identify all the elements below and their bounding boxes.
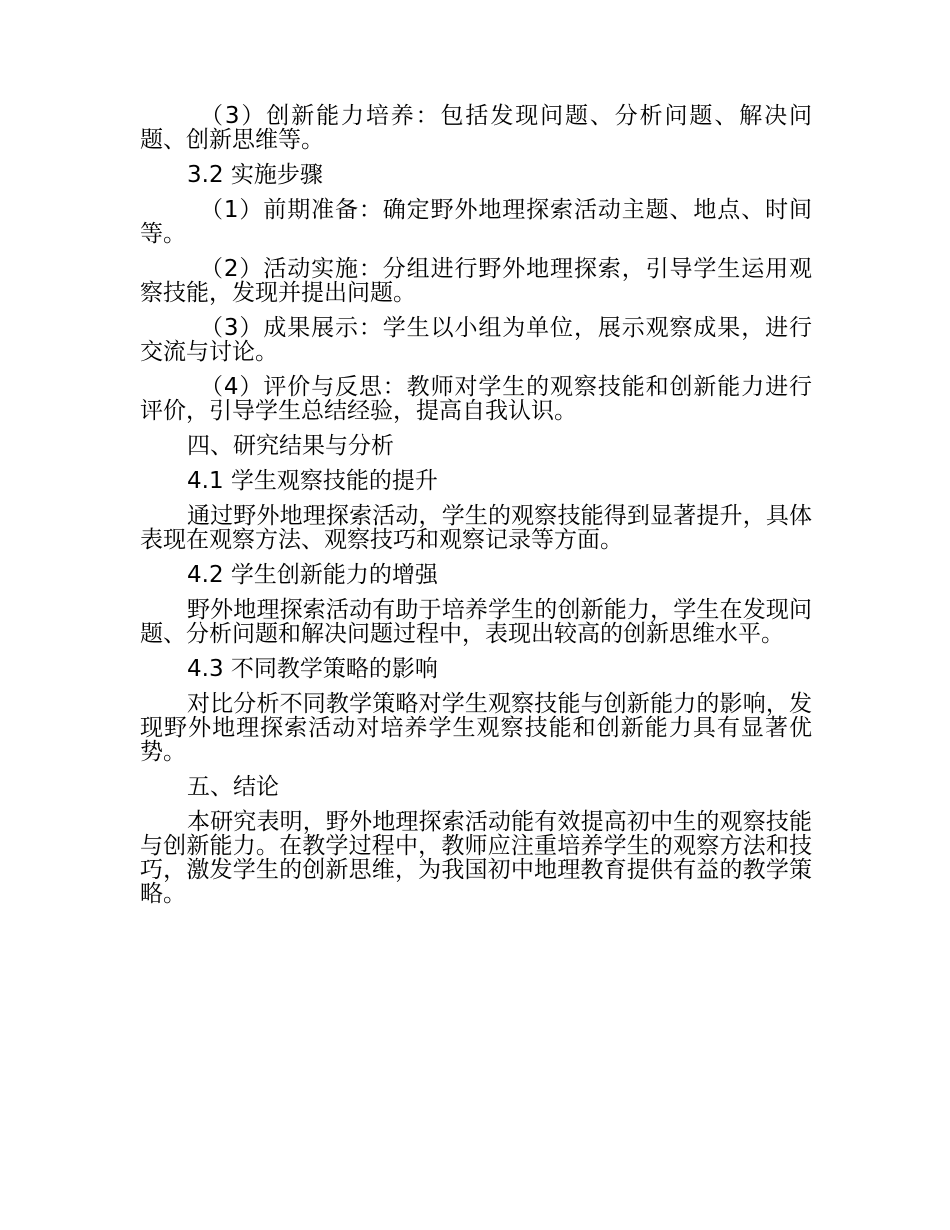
paragraph-innovation-ability: （3）创新能力培养：包括发现问题、分析问题、解决问题、创新思维等。 xyxy=(140,103,812,153)
heading-conclusion: 五、结论 xyxy=(187,774,279,800)
heading-implementation-steps: 3.2 实施步骤 xyxy=(187,162,323,188)
heading-observation-improvement: 4.1 学生观察技能的提升 xyxy=(187,468,438,494)
heading-results-analysis: 四、研究结果与分析 xyxy=(187,433,394,459)
paragraph-activity-implementation: （2）活动实施：分组进行野外地理探索，引导学生运用观察技能，发现并提出问题。 xyxy=(140,256,812,306)
paragraph-conclusion: 本研究表明，野外地理探索活动能有效提高初中生的观察技能与创新能力。在教学过程中，教师应注重培养学生的观察方法和技巧，激发学生的创新思维，为我国初中地理教育提供有益的教学策略。 xyxy=(140,809,812,907)
paragraph-evaluation-reflection: （4）评价与反思：教师对学生的观察技能和创新能力进行评价，引导学生总结经验，提高自我认识。 xyxy=(140,374,812,424)
paragraph-results-display: （3）成果展示：学生以小组为单位，展示观察成果，进行交流与讨论。 xyxy=(140,315,812,365)
paragraph-observation-improvement: 通过野外地理探索活动，学生的观察技能得到显著提升，具体表现在观察方法、观察技巧和观察记录等方面。 xyxy=(140,503,812,553)
document-page xyxy=(140,104,812,917)
paragraph-innovation-enhancement: 野外地理探索活动有助于培养学生的创新能力，学生在发现问题、分析问题和解决问题过程中，表现出较高的创新思维水平。 xyxy=(140,597,812,647)
paragraph-preparation: （1）前期准备：确定野外地理探索活动主题、地点、时间等。 xyxy=(140,197,812,247)
paragraph-strategy-influence: 对比分析不同教学策略对学生观察技能与创新能力的影响，发现野外地理探索活动对培养学生观察技能和创新能力具有显著优势。 xyxy=(140,691,812,765)
heading-strategy-influence: 4.3 不同教学策略的影响 xyxy=(187,656,438,682)
heading-innovation-enhancement: 4.2 学生创新能力的增强 xyxy=(187,562,438,588)
